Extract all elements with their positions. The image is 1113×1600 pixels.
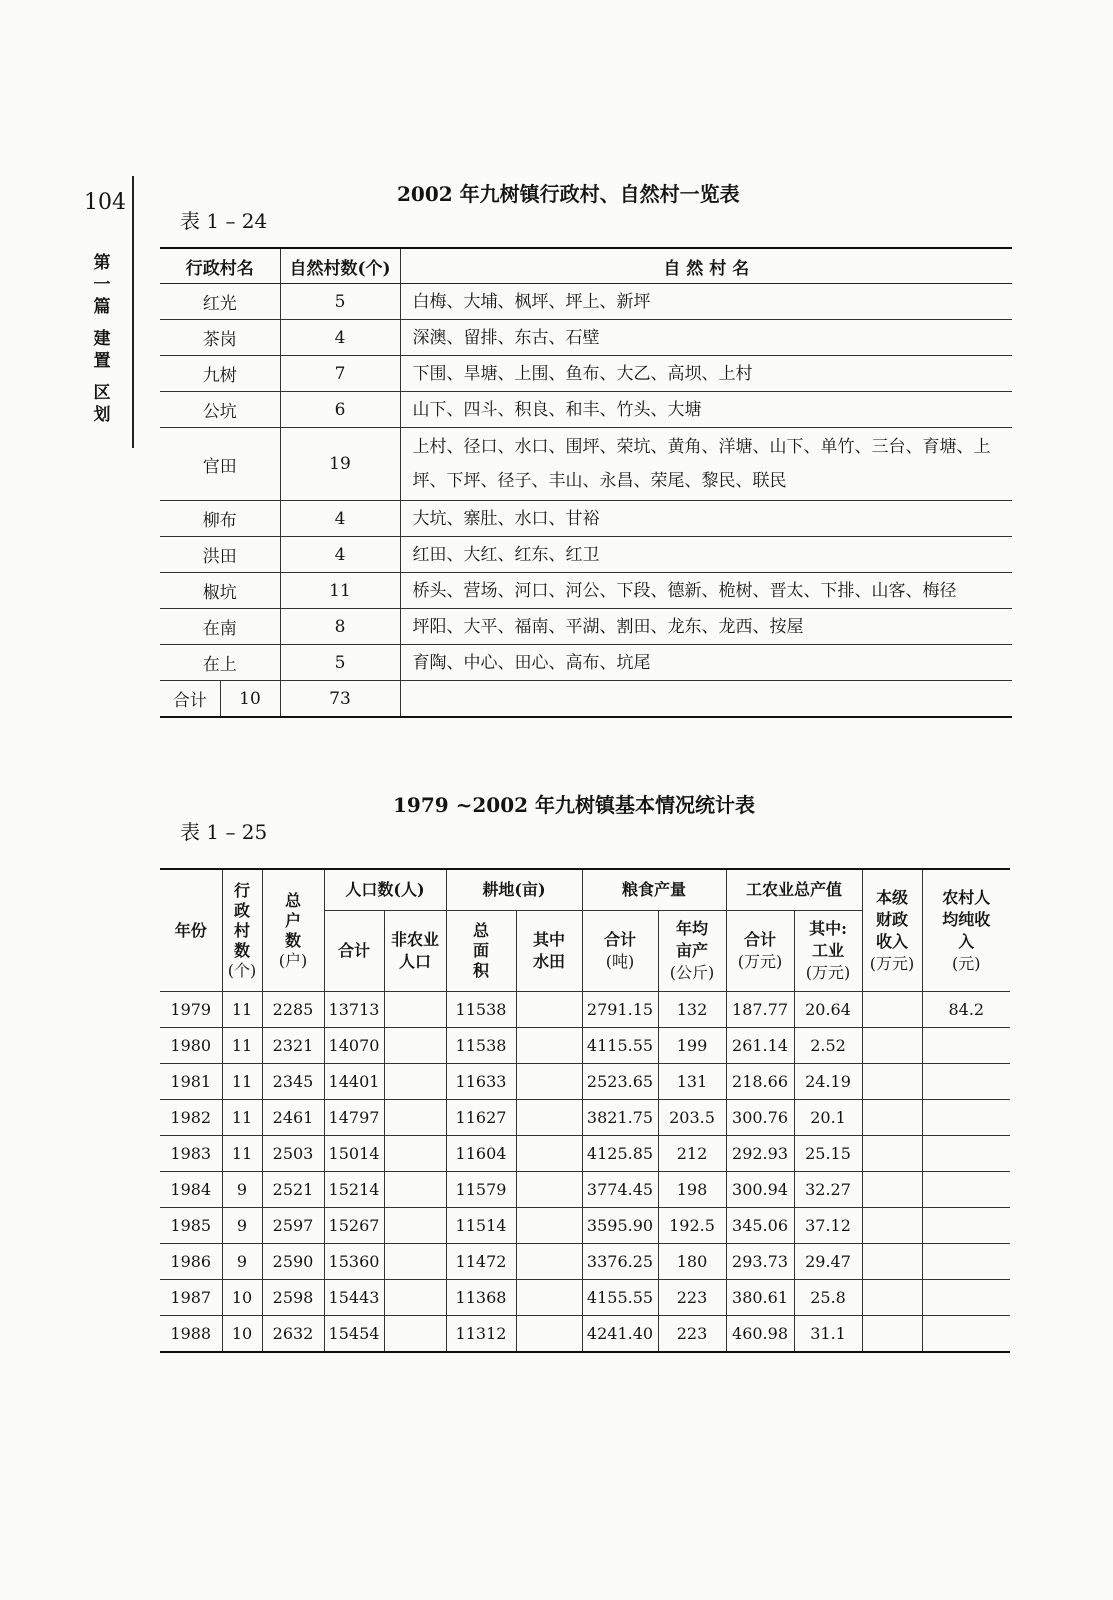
cell-farmland-total: 11472 <box>446 1244 516 1280</box>
table1-title: 2002 年九树镇行政村、自然村一览表 <box>397 182 740 206</box>
header-farm-paddy: 其中 水田 <box>516 911 582 992</box>
cell-farmland-paddy <box>516 1244 582 1280</box>
admin-village-name: 在南 <box>160 609 280 645</box>
header-output: 工农业总产值 <box>726 869 862 911</box>
cell-population-total: 14070 <box>324 1028 384 1064</box>
natural-village-list: 桥头、营场、河口、河公、下段、德新、桅树、晋太、下排、山客、梅径 <box>400 573 1012 609</box>
cell-households: 2345 <box>262 1064 324 1100</box>
cell-output-total: 261.14 <box>726 1028 794 1064</box>
natural-village-count: 11 <box>280 573 400 609</box>
natural-village-count: 5 <box>280 284 400 320</box>
cell-output-industry: 32.27 <box>794 1172 862 1208</box>
cell-grain-total: 4241.40 <box>582 1316 658 1353</box>
cell-population-nonagri <box>384 1028 446 1064</box>
natural-village-list: 深澳、留排、东古、石壁 <box>400 320 1012 356</box>
cell-year: 1982 <box>160 1100 222 1136</box>
total-admin-villages: 10 <box>220 681 280 718</box>
cell-population-total: 14401 <box>324 1064 384 1100</box>
cell-output-industry: 25.8 <box>794 1280 862 1316</box>
cell-rural-income <box>922 1028 1010 1064</box>
natural-village-count: 7 <box>280 356 400 392</box>
cell-admin-villages: 10 <box>222 1316 262 1353</box>
cell-output-total: 460.98 <box>726 1316 794 1353</box>
cell-households: 2461 <box>262 1100 324 1136</box>
margin-rule <box>132 176 134 448</box>
cell-output-industry: 29.47 <box>794 1244 862 1280</box>
header-grain-yield: 年均 亩产 (公斤) <box>658 911 726 992</box>
natural-village-count: 8 <box>280 609 400 645</box>
cell-rural-income <box>922 1172 1010 1208</box>
cell-farmland-total: 11514 <box>446 1208 516 1244</box>
natural-village-count: 4 <box>280 320 400 356</box>
table-row <box>160 1208 1010 1244</box>
cell-output-total: 380.61 <box>726 1280 794 1316</box>
cell-farmland-total: 11627 <box>446 1100 516 1136</box>
admin-village-name: 椒坑 <box>160 573 280 609</box>
table-row <box>160 1244 1010 1280</box>
section-side-title: 第 一 篇 建 置 区 划 <box>93 253 111 425</box>
cell-rural-income <box>922 1316 1010 1353</box>
cell-fiscal-income <box>862 1316 922 1353</box>
cell-population-nonagri <box>384 1208 446 1244</box>
cell-output-total: 292.93 <box>726 1136 794 1172</box>
table-row <box>160 573 1012 609</box>
cell-fiscal-income <box>862 1244 922 1280</box>
table1-label: 表 1 – 24 <box>180 209 268 233</box>
cell-fiscal-income <box>862 1208 922 1244</box>
cell-rural-income <box>922 1100 1010 1136</box>
cell-population-nonagri <box>384 1244 446 1280</box>
cell-grain-yield: 198 <box>658 1172 726 1208</box>
cell-year: 1984 <box>160 1172 222 1208</box>
cell-grain-total: 4155.55 <box>582 1280 658 1316</box>
admin-village-name: 红光 <box>160 284 280 320</box>
cell-population-total: 15014 <box>324 1136 384 1172</box>
cell-admin-villages: 11 <box>222 1064 262 1100</box>
cell-farmland-total: 11368 <box>446 1280 516 1316</box>
cell-grain-total: 3821.75 <box>582 1100 658 1136</box>
cell-population-total: 13713 <box>324 992 384 1028</box>
table-row <box>160 645 1012 681</box>
cell-fiscal-income <box>862 1064 922 1100</box>
natural-village-list: 白梅、大埔、枫坪、坪上、新坪 <box>400 284 1012 320</box>
cell-farmland-total: 11633 <box>446 1064 516 1100</box>
cell-farmland-total: 11604 <box>446 1136 516 1172</box>
cell-farmland-paddy <box>516 1100 582 1136</box>
cell-admin-villages: 11 <box>222 1100 262 1136</box>
cell-population-nonagri <box>384 1172 446 1208</box>
total-empty <box>400 681 1012 718</box>
cell-grain-total: 3774.45 <box>582 1172 658 1208</box>
total-natural-villages: 73 <box>280 681 400 718</box>
table-row <box>160 1172 1010 1208</box>
cell-output-total: 300.94 <box>726 1172 794 1208</box>
cell-farmland-paddy <box>516 1172 582 1208</box>
table-row <box>160 537 1012 573</box>
cell-year: 1983 <box>160 1136 222 1172</box>
cell-admin-villages: 9 <box>222 1172 262 1208</box>
cell-grain-yield: 131 <box>658 1064 726 1100</box>
header-pop-nonagri: 非农业 人口 <box>384 911 446 992</box>
cell-farmland-total: 11538 <box>446 1028 516 1064</box>
header-output-total: 合计 (万元) <box>726 911 794 992</box>
cell-farmland-paddy <box>516 1136 582 1172</box>
cell-grain-total: 2523.65 <box>582 1064 658 1100</box>
natural-village-list: 红田、大红、红东、红卫 <box>400 537 1012 573</box>
cell-grain-yield: 203.5 <box>658 1100 726 1136</box>
cell-grain-yield: 212 <box>658 1136 726 1172</box>
header-admin-villages: 行 政 村 数 (个) <box>222 869 262 992</box>
header-income: 农村人 均纯收 入 (元) <box>922 869 1010 992</box>
header-admin-village: 行政村名 <box>160 248 280 284</box>
cell-households: 2590 <box>262 1244 324 1280</box>
header-population: 人口数(人) <box>324 869 446 911</box>
cell-output-industry: 31.1 <box>794 1316 862 1353</box>
table-row <box>160 1316 1010 1353</box>
cell-rural-income <box>922 1208 1010 1244</box>
cell-admin-villages: 10 <box>222 1280 262 1316</box>
cell-rural-income <box>922 1136 1010 1172</box>
cell-farmland-paddy <box>516 1028 582 1064</box>
cell-fiscal-income <box>862 1280 922 1316</box>
cell-households: 2632 <box>262 1316 324 1353</box>
admin-village-name: 洪田 <box>160 537 280 573</box>
natural-village-count: 5 <box>280 645 400 681</box>
village-table <box>160 247 1012 718</box>
page-number: 104 <box>84 190 126 215</box>
table-row <box>160 1136 1010 1172</box>
cell-admin-villages: 9 <box>222 1244 262 1280</box>
cell-rural-income <box>922 1064 1010 1100</box>
table-row <box>160 992 1010 1028</box>
cell-households: 2598 <box>262 1280 324 1316</box>
cell-fiscal-income <box>862 1100 922 1136</box>
header-village-names: 自 然 村 名 <box>400 248 1012 284</box>
table-row <box>160 356 1012 392</box>
header-farm-total: 总 面 积 <box>446 911 516 992</box>
cell-fiscal-income <box>862 992 922 1028</box>
natural-village-count: 19 <box>280 428 400 501</box>
natural-village-list: 大坑、寨肚、水口、甘裕 <box>400 501 1012 537</box>
natural-village-list: 下围、旱塘、上围、鱼布、大乙、高坝、上村 <box>400 356 1012 392</box>
cell-admin-villages: 11 <box>222 992 262 1028</box>
table-row <box>160 284 1012 320</box>
header-farmland: 耕地(亩) <box>446 869 582 911</box>
table-row <box>160 609 1012 645</box>
cell-grain-yield: 223 <box>658 1316 726 1353</box>
cell-fiscal-income <box>862 1172 922 1208</box>
header-grain: 粮食产量 <box>582 869 726 911</box>
cell-output-industry: 25.15 <box>794 1136 862 1172</box>
cell-rural-income <box>922 1280 1010 1316</box>
cell-output-industry: 20.1 <box>794 1100 862 1136</box>
admin-village-name: 茶岗 <box>160 320 280 356</box>
table2-label: 表 1 – 25 <box>180 820 268 844</box>
cell-farmland-paddy <box>516 1280 582 1316</box>
table-row <box>160 1280 1010 1316</box>
cell-population-total: 15267 <box>324 1208 384 1244</box>
cell-output-industry: 2.52 <box>794 1028 862 1064</box>
admin-village-name: 在上 <box>160 645 280 681</box>
table-row <box>160 1064 1010 1100</box>
cell-admin-villages: 9 <box>222 1208 262 1244</box>
header-village-count: 自然村数(个) <box>280 248 400 284</box>
cell-output-industry: 37.12 <box>794 1208 862 1244</box>
cell-admin-villages: 11 <box>222 1028 262 1064</box>
header-households: 总 户 数 (户) <box>262 869 324 992</box>
cell-year: 1986 <box>160 1244 222 1280</box>
admin-village-name: 柳布 <box>160 501 280 537</box>
cell-fiscal-income <box>862 1028 922 1064</box>
cell-population-total: 15214 <box>324 1172 384 1208</box>
cell-households: 2321 <box>262 1028 324 1064</box>
cell-output-total: 293.73 <box>726 1244 794 1280</box>
cell-farmland-paddy <box>516 1208 582 1244</box>
cell-population-total: 15454 <box>324 1316 384 1353</box>
header-pop-total: 合计 <box>324 911 384 992</box>
cell-farmland-total: 11538 <box>446 992 516 1028</box>
header-grain-total: 合计 (吨) <box>582 911 658 992</box>
table-row <box>160 1100 1010 1136</box>
cell-year: 1987 <box>160 1280 222 1316</box>
natural-village-list: 上村、径口、水口、围坪、荣坑、黄角、洋塘、山下、单竹、三台、育塘、上坪、下坪、径子、丰山、永昌、荣尾、黎民、联民 <box>400 428 1012 501</box>
cell-grain-total: 4125.85 <box>582 1136 658 1172</box>
header-output-industry: 其中: 工业 (万元) <box>794 911 862 992</box>
cell-year: 1979 <box>160 992 222 1028</box>
cell-output-industry: 20.64 <box>794 992 862 1028</box>
natural-village-list: 育陶、中心、田心、高布、坑尾 <box>400 645 1012 681</box>
cell-farmland-total: 11579 <box>446 1172 516 1208</box>
cell-population-total: 14797 <box>324 1100 384 1136</box>
admin-village-name: 公坑 <box>160 392 280 428</box>
table-row <box>160 320 1012 356</box>
cell-population-nonagri <box>384 1064 446 1100</box>
cell-population-nonagri <box>384 992 446 1028</box>
cell-grain-total: 3376.25 <box>582 1244 658 1280</box>
total-label: 合计 <box>160 681 220 718</box>
cell-farmland-paddy <box>516 1064 582 1100</box>
cell-year: 1981 <box>160 1064 222 1100</box>
statistics-table <box>160 868 1010 1353</box>
natural-village-count: 4 <box>280 537 400 573</box>
cell-farmland-paddy <box>516 1316 582 1353</box>
table-row <box>160 428 1012 501</box>
natural-village-list: 坪阳、大平、福南、平湖、割田、龙东、龙西、按屋 <box>400 609 1012 645</box>
table2-title: 1979 ~2002 年九树镇基本情况统计表 <box>393 793 756 817</box>
cell-population-nonagri <box>384 1136 446 1172</box>
header-fiscal: 本级 财政 收入 (万元) <box>862 869 922 992</box>
cell-grain-yield: 199 <box>658 1028 726 1064</box>
cell-output-total: 300.76 <box>726 1100 794 1136</box>
table-row-total <box>160 681 1012 718</box>
table-row <box>160 501 1012 537</box>
cell-grain-yield: 192.5 <box>658 1208 726 1244</box>
admin-village-name: 官田 <box>160 428 280 501</box>
cell-population-nonagri <box>384 1280 446 1316</box>
cell-fiscal-income <box>862 1136 922 1172</box>
cell-households: 2597 <box>262 1208 324 1244</box>
cell-farmland-paddy <box>516 992 582 1028</box>
cell-grain-yield: 180 <box>658 1244 726 1280</box>
cell-grain-total: 4115.55 <box>582 1028 658 1064</box>
cell-grain-yield: 132 <box>658 992 726 1028</box>
table-row <box>160 392 1012 428</box>
cell-grain-yield: 223 <box>658 1280 726 1316</box>
cell-rural-income: 84.2 <box>922 992 1010 1028</box>
cell-year: 1985 <box>160 1208 222 1244</box>
cell-population-nonagri <box>384 1100 446 1136</box>
cell-output-total: 345.06 <box>726 1208 794 1244</box>
natural-village-count: 4 <box>280 501 400 537</box>
admin-village-name: 九树 <box>160 356 280 392</box>
natural-village-list: 山下、四斗、积良、和丰、竹头、大塘 <box>400 392 1012 428</box>
cell-farmland-total: 11312 <box>446 1316 516 1353</box>
cell-year: 1988 <box>160 1316 222 1353</box>
cell-population-total: 15360 <box>324 1244 384 1280</box>
natural-village-count: 6 <box>280 392 400 428</box>
cell-rural-income <box>922 1244 1010 1280</box>
header-year: 年份 <box>160 869 222 992</box>
cell-households: 2285 <box>262 992 324 1028</box>
cell-households: 2503 <box>262 1136 324 1172</box>
cell-population-total: 15443 <box>324 1280 384 1316</box>
table-row <box>160 1028 1010 1064</box>
cell-year: 1980 <box>160 1028 222 1064</box>
cell-population-nonagri <box>384 1316 446 1353</box>
cell-households: 2521 <box>262 1172 324 1208</box>
cell-admin-villages: 11 <box>222 1136 262 1172</box>
cell-grain-total: 3595.90 <box>582 1208 658 1244</box>
cell-output-industry: 24.19 <box>794 1064 862 1100</box>
cell-output-total: 218.66 <box>726 1064 794 1100</box>
cell-output-total: 187.77 <box>726 992 794 1028</box>
cell-grain-total: 2791.15 <box>582 992 658 1028</box>
